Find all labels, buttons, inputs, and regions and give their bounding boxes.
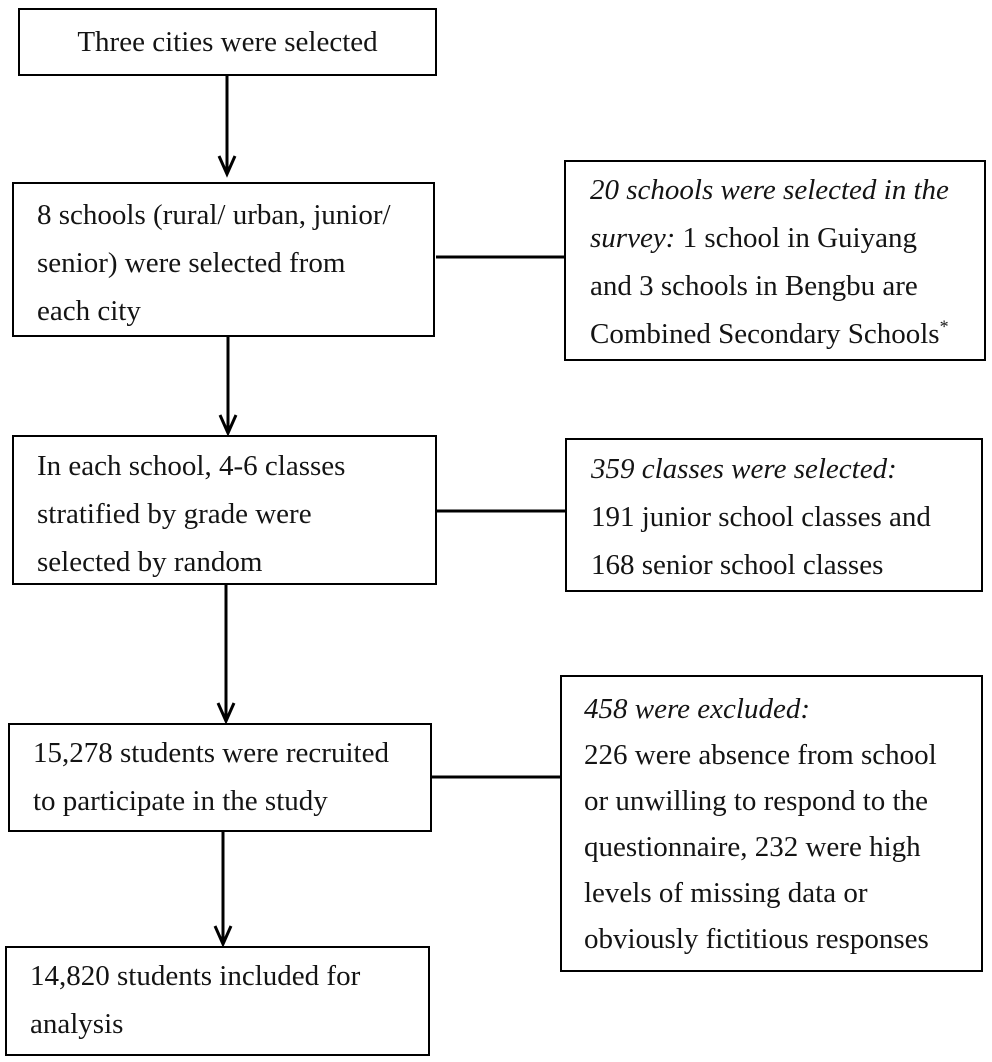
note-regular-text: levels of missing data or <box>584 877 868 909</box>
connector-line <box>432 257 565 777</box>
note-line <box>590 214 984 262</box>
note-italic-text: 458 were excluded: <box>584 693 810 725</box>
box-line: Three cities were selected <box>77 26 378 58</box>
down-arrow <box>220 337 236 433</box>
note-line <box>591 541 981 589</box>
note-regular-text: 191 junior school classes and <box>591 501 931 533</box>
down-arrow <box>215 832 231 944</box>
note-superscript: * <box>939 316 949 337</box>
note-regular-text: 1 school in Guiyang <box>675 222 917 254</box>
flow-box-students-included <box>5 946 430 1056</box>
box-line: stratified by grade were <box>37 498 312 530</box>
box-line: to participate in the study <box>33 785 328 817</box>
note-regular-text: obviously fictitious responses <box>584 923 929 955</box>
box-line: 14,820 students included for <box>30 960 361 992</box>
flow-box-students-recruited <box>8 723 432 832</box>
note-line <box>584 732 981 778</box>
note-italic-text: 20 schools were selected in the <box>590 174 949 206</box>
note-regular-text: questionnaire, 232 were high <box>584 831 921 863</box>
note-line <box>584 916 981 962</box>
note-line <box>590 310 984 358</box>
note-italic-text: survey: <box>590 222 676 254</box>
box-line: 8 schools (rural/ urban, junior/ <box>37 199 391 231</box>
box-line: analysis <box>30 1008 124 1040</box>
note-line <box>584 824 981 870</box>
note-line <box>584 686 981 732</box>
note-line <box>591 493 981 541</box>
note-line <box>590 166 984 214</box>
note-line <box>584 870 981 916</box>
note-line <box>584 778 981 824</box>
note-italic-text: 359 classes were selected: <box>591 453 897 485</box>
note-box-exclusions <box>560 675 983 972</box>
note-line <box>591 445 981 493</box>
box-line: selected by random <box>37 546 263 578</box>
box-line: 15,278 students were recruited <box>33 737 389 769</box>
box-line: In each school, 4-6 classes <box>37 450 346 482</box>
note-regular-text: or unwilling to respond to the <box>584 785 928 817</box>
note-regular-text: Combined Secondary Schools <box>590 318 940 350</box>
box-line: senior) were selected from <box>37 247 346 279</box>
note-box-classes <box>565 438 983 592</box>
flow-box-classes-selected <box>12 435 437 585</box>
box-line: each city <box>37 295 141 327</box>
note-regular-text: 168 senior school classes <box>591 549 884 581</box>
note-box-schools <box>564 160 986 361</box>
down-arrow <box>218 585 234 721</box>
note-line <box>590 262 984 310</box>
flow-box-schools-selected <box>12 182 435 337</box>
flow-box-cities-selected <box>18 8 437 76</box>
note-regular-text: 226 were absence from school <box>584 739 937 771</box>
note-regular-text: and 3 schools in Bengbu are <box>590 270 918 302</box>
down-arrow <box>219 76 235 174</box>
